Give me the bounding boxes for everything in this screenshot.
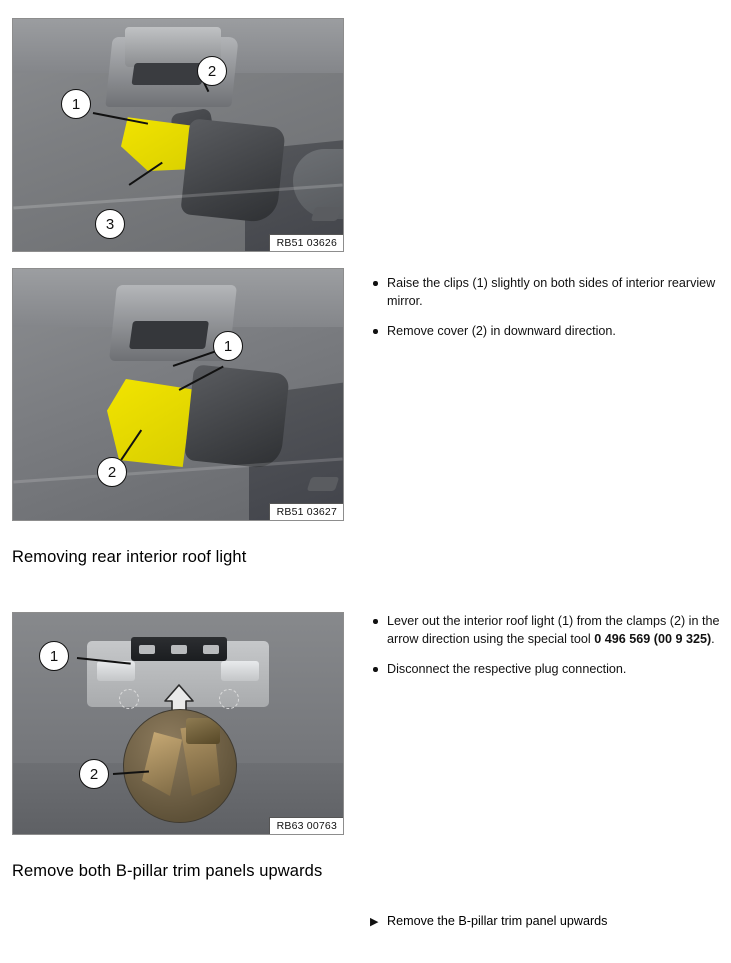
console-slot bbox=[129, 321, 209, 349]
list-item bbox=[370, 660, 720, 678]
reading-lamp-right bbox=[221, 661, 259, 681]
list-item bbox=[370, 274, 720, 310]
clip-marker-right bbox=[219, 689, 239, 709]
vent-slot bbox=[307, 477, 340, 491]
callout-1: 1 bbox=[213, 331, 243, 361]
heading-b-pillar: Remove both B-pillar trim panels upwards bbox=[12, 862, 323, 880]
instruction-list-mirror bbox=[370, 274, 720, 352]
callout-1: 1 bbox=[39, 641, 69, 671]
detail-inset bbox=[123, 709, 237, 823]
switch-button bbox=[171, 645, 187, 654]
arrow-instruction: ▶ Remove the B-pillar trim panel upwards bbox=[370, 912, 687, 931]
bullet-text-part: . bbox=[711, 632, 715, 646]
callout-2: 2 bbox=[197, 56, 227, 86]
callout-1: 1 bbox=[61, 89, 91, 119]
console-slot bbox=[131, 63, 204, 85]
clamp-part bbox=[142, 732, 182, 796]
bullet-text: Remove cover (2) in downward direction. bbox=[387, 324, 616, 338]
list-item bbox=[370, 612, 720, 648]
callout-2: 2 bbox=[79, 759, 109, 789]
instruction-list-roof-light bbox=[370, 612, 720, 690]
switch-bar bbox=[131, 637, 227, 661]
callout-2: 2 bbox=[97, 457, 127, 487]
figure-mirror-clips bbox=[12, 18, 344, 252]
figure-caption: RB51 03626 bbox=[269, 234, 343, 251]
bullet-text: Raise the clips (1) slightly on both sides of interior rearview mirror. bbox=[387, 276, 716, 308]
clamp-part bbox=[186, 718, 220, 744]
rearview-mirror bbox=[180, 118, 286, 224]
switch-button bbox=[139, 645, 155, 654]
callout-3: 3 bbox=[95, 209, 125, 239]
heading-rear-roof-light: Removing rear interior roof light bbox=[12, 548, 247, 566]
figure-mirror-cover bbox=[12, 268, 344, 521]
figure-rear-roof-light bbox=[12, 612, 344, 835]
figure-caption: RB63 00763 bbox=[269, 817, 343, 834]
special-tool-number: 0 496 569 (00 9 325) bbox=[594, 632, 712, 646]
list-item bbox=[370, 322, 720, 340]
bullet-text: Disconnect the respective plug connection. bbox=[387, 662, 627, 676]
mirror-cover-highlight bbox=[107, 379, 193, 467]
vent-slot bbox=[311, 207, 342, 221]
rearview-mirror bbox=[184, 364, 290, 470]
switch-button bbox=[203, 645, 219, 654]
bullet-text-part: Lever out the interior roof light (1) from the clamps (2) in the arrow direction using the special tool bbox=[387, 614, 720, 646]
figure-caption: RB51 03627 bbox=[269, 503, 343, 520]
clip-marker-left bbox=[119, 689, 139, 709]
